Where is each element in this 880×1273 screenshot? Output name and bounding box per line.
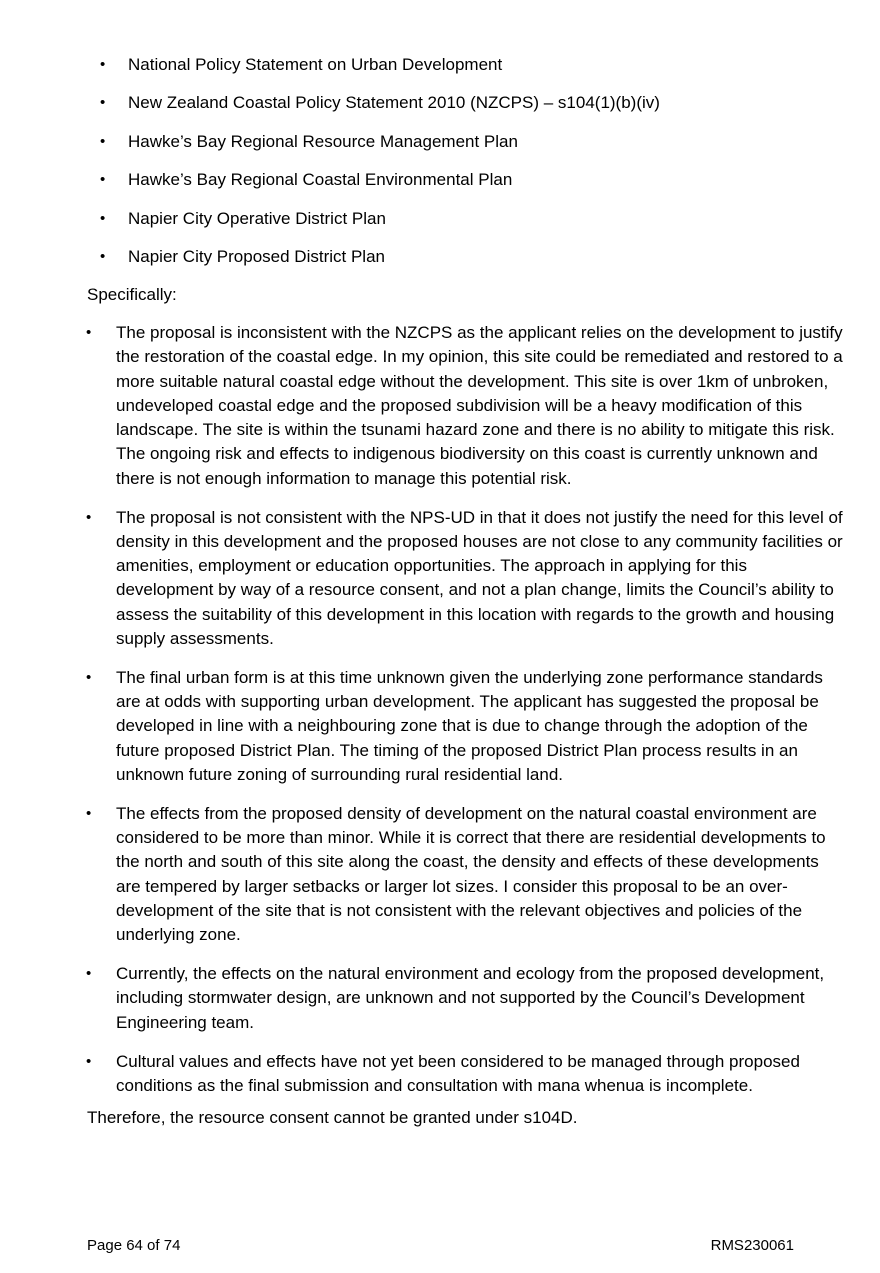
point-text: Currently, the effects on the natural environment and ecology from the proposed development, including stormwater design, are unknown and not supported by the Council’s Development Engineering team. <box>116 964 825 1032</box>
bullet-icon: • <box>100 247 106 265</box>
bullet-icon: • <box>100 171 106 189</box>
point-text: The final urban form is at this time unknown given the underlying zone performance standards are at odds with supporting urban development. The applicant has suggested the proposal be developed in line with a neighbouring zone that is due to change through the adoption of the future proposed District Plan. The timing of the proposed District Plan process results in an unknown future zoning of surrounding rural residential land. <box>116 667 823 785</box>
section-intro: Specifically: <box>87 285 177 304</box>
list-item <box>0 802 880 948</box>
list-item <box>0 321 880 491</box>
bullet-icon: • <box>100 209 106 227</box>
policy-item-text: Hawke’s Bay Regional Coastal Environmental Plan <box>128 170 513 190</box>
bullet-icon: • <box>86 965 92 983</box>
point-text: Cultural values and effects have not yet been considered to be managed through proposed conditions as the final submission and consultation with mana whenua is incomplete. <box>116 1051 800 1095</box>
assessment-points <box>0 321 880 1113</box>
bullet-icon: • <box>86 804 92 822</box>
bullet-icon: • <box>86 324 92 341</box>
bullet-icon: • <box>100 56 106 73</box>
policy-item-text: Hawke’s Bay Regional Resource Management Plan <box>128 131 518 151</box>
page-number: Page 64 of 74 <box>87 1237 181 1254</box>
document-reference: RMS230061 <box>710 1237 794 1254</box>
list-item <box>0 666 880 787</box>
list-item <box>0 1050 880 1099</box>
bullet-icon: • <box>86 1052 92 1070</box>
point-text: The proposal is inconsistent with the NZCPS as the applicant relies on the development to justify the restoration of the coastal edge. In my opinion, this site could be remediated and restored to a more suitable natural coastal edge without the development. This site is over 1km of unbroken, undeveloped coastal edge and the proposed subdivision will be a heavy modification of this landscape. The site is within the tsunami hazard zone and there is no ability to mitigate this risk. The ongoing risk and effects to indigenous biodiversity on this coast is currently unknown and there is not enough information to manage this potential risk. <box>116 323 843 488</box>
bullet-icon: • <box>100 132 106 150</box>
list-item <box>0 962 880 1035</box>
point-text: The proposal is not consistent with the NPS-UD in that it does not justify the need for this level of density in this development and the proposed houses are not close to any community facilities or amenities, employment or education opportunities. The approach in applying for this development by way of a resource consent, and not a plan change, limits the Council’s ability to assess the suitability of this development in this location with regards to the growth and housing supply assessments. <box>116 507 843 649</box>
policy-item-text: New Zealand Coastal Policy Statement 2010 (NZCPS) – s104(1)(b)(iv) <box>128 93 660 113</box>
bullet-icon: • <box>86 668 92 686</box>
policy-item-text: Napier City Proposed District Plan <box>128 246 385 266</box>
bullet-icon: • <box>100 94 106 112</box>
point-text: The effects from the proposed density of development on the natural coastal environment are considered to be more than minor. While it is correct that there are residential developments to the north and south of this site along the coast, the density and effects of these developments are tempered by larger setbacks or larger lot sizes. I consider this proposal to be an over-development of the site that is not consistent with the relevant objectives and policies of the underlying zone. <box>116 803 826 945</box>
policy-item-text: National Policy Statement on Urban Development <box>128 55 503 74</box>
policy-item-text: Napier City Operative District Plan <box>128 208 386 228</box>
bullet-icon: • <box>86 508 92 526</box>
conclusion-text: Therefore, the resource consent cannot be granted under s104D. <box>87 1108 578 1127</box>
list-item <box>0 506 880 652</box>
